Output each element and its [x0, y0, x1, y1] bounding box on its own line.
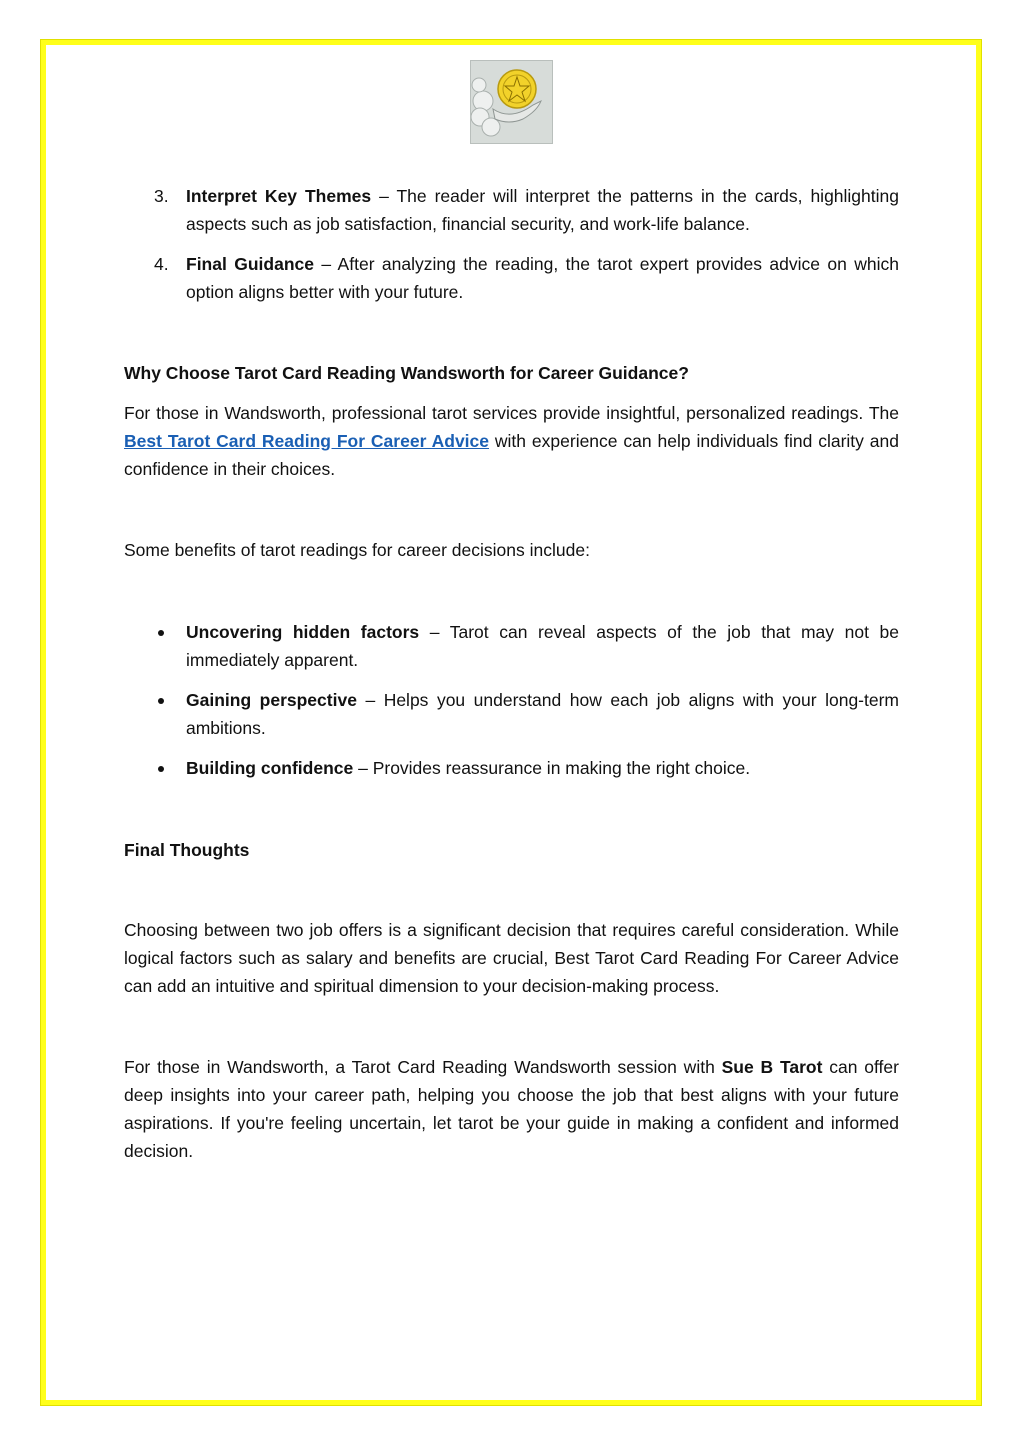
- item-title: Interpret Key Themes: [186, 186, 372, 206]
- list-item: [124, 686, 899, 742]
- brand-name: Sue B Tarot: [721, 1057, 823, 1077]
- paragraph: Some benefits of tarot readings for career decisions include:: [124, 540, 590, 560]
- list-item: [124, 618, 899, 674]
- paragraph: For those in Wandsworth, a Tarot Card Reading Wandsworth session with Sue B Tarot can offer deep insights into your career path, helping you choose the job that best aligns with your future aspirations. If you're feeling uncertain, let tarot be your guide in making a confident and informed decision.: [124, 1057, 899, 1161]
- document-body: [124, 182, 899, 1165]
- item-text: – Provides reassurance in making the right choice.: [353, 758, 751, 778]
- item-title: Uncovering hidden factors: [186, 622, 420, 642]
- paragraph: For those in Wandsworth, professional tarot services provide insightful, personalized readings. The Best Tarot Card Reading For Career Advice with experience can help individuals find clarity and confidence in their choices.: [124, 403, 899, 479]
- bullet-icon: [158, 766, 164, 772]
- bullet-icon: [158, 698, 164, 704]
- item-title: Gaining perspective: [186, 690, 357, 710]
- paragraph: Choosing between two job offers is a significant decision that requires careful consideration. While logical factors such as salary and benefits are crucial, Best Tarot Card Reading For Career Advice can add an intuitive and spiritual dimension to your decision-making process.: [124, 920, 899, 996]
- item-title: Final Guidance: [186, 254, 314, 274]
- list-item: [124, 250, 899, 306]
- item-text: – Tarot can reveal aspects of the job that may not be immediately apparent.: [186, 622, 899, 670]
- item-text: – After analyzing the reading, the tarot expert provides advice on which option aligns better with your future.: [186, 254, 899, 302]
- sue-b-tarot-logo: [470, 60, 553, 144]
- career-advice-link[interactable]: Best Tarot Card Reading For Career Advice: [124, 431, 490, 451]
- list-item: [124, 754, 899, 782]
- section-heading: Final Thoughts: [124, 840, 250, 860]
- list-number: 4.: [154, 254, 169, 274]
- bullet-list: [124, 618, 899, 782]
- list-item: [124, 182, 899, 238]
- section-heading: Why Choose Tarot Card Reading Wandsworth for Career Guidance?: [124, 363, 689, 383]
- item-title: Building confidence: [186, 758, 354, 778]
- list-number: 3.: [154, 186, 169, 206]
- item-text: – The reader will interpret the patterns in the cards, highlighting aspects such as job satisfaction, financial security, and work-life balance.: [186, 186, 899, 234]
- item-text: – Helps you understand how each job aligns with your long-term ambitions.: [186, 690, 900, 738]
- numbered-list: [124, 182, 899, 306]
- bullet-icon: [158, 630, 164, 636]
